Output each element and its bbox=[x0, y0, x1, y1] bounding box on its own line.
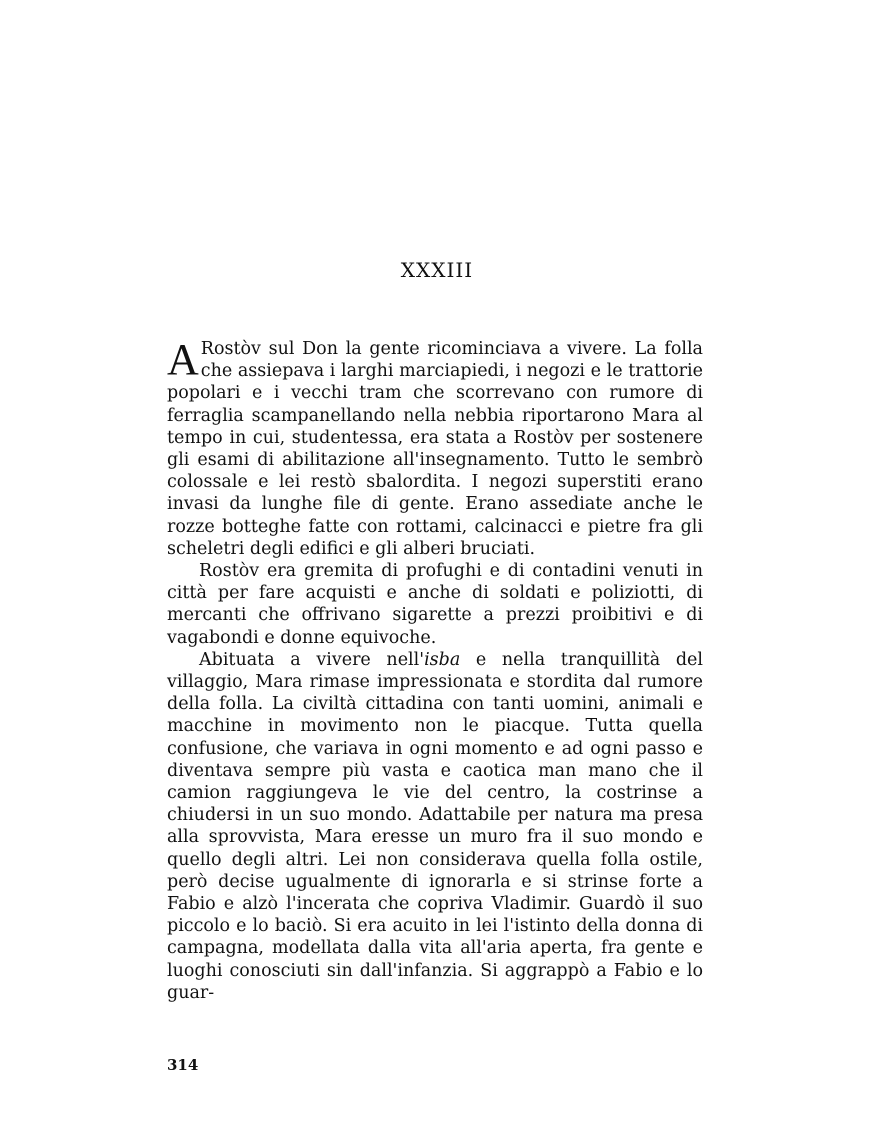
body-text bbox=[167, 335, 704, 1004]
paragraph-3-text-before: Abituata a vivere nell' bbox=[199, 649, 425, 670]
paragraph-2-text: Rostòv era gremita di profughi e di contadini venuti in città per fare acquisti e anche di soldati e poliziotti, di mercanti che offrivano sigarette a prezzi proibitivi e di vagabondi e donne equivoche. bbox=[167, 561, 703, 648]
paragraph-3-text-after: e nella tranquillità del villaggio, Mara rimase impressionata e stordita dal rumore della folla. La civiltà cittadina con tanti uomini, animali e macchine in movimento non le piacque. Tutta quella confusione, che variava in ogni momento e ad ogni passo e diventava sempre più vasta e caotica man mano che il camion raggiungeva le vie del centro, la costrinse a chiudersi in un suo mondo. Adattabile per natura ma presa alla sprovvista, Mara eresse un muro fra il suo mondo e quello degli altri. Lei non considerava quella folla ostile, però decise ugualmente di ignorarla e si strinse forte a Fabio e alzò l'incerata che copriva Vladimir. Guardò il suo piccolo e lo baciò. Si era acuito in lei l'istinto della donna di campagna, modellata dalla vita all'aria aperta, fra gente e luoghi conosciuti sin dall'infanzia. Si aggrappò a Fabio e lo guar- bbox=[167, 649, 704, 1003]
chapter-title: XXXIII bbox=[400, 258, 474, 282]
page-number: 314 bbox=[167, 1056, 199, 1074]
paragraph-2 bbox=[167, 560, 703, 649]
drop-cap: A bbox=[167, 335, 199, 384]
paragraph-1-text: Rostòv sul Don la gente ricominciava a vivere. La folla che assiepava i larghi marciapiedi, i negozi e le trattorie popolari e i vecchi tram che scorrevano con rumore di ferraglia scampanellando nella nebbia riportarono Mara al tempo in cui, studentessa, era stata a Rostòv per sostenere gli esami di abilitazione all'insegnamento. Tutto le sembrò colossale e lei restò sbalordita. I negozi superstiti erano invasi da lunghe file di gente. Erano assediate anche le rozze botteghe fatte con rottami, calcinacci e pietre fra gli scheletri degli edifici e gli alberi bruciati. bbox=[167, 339, 703, 559]
paragraph-1 bbox=[167, 335, 703, 560]
paragraph-3 bbox=[167, 649, 703, 1004]
italic-word-isba: isba bbox=[424, 649, 461, 670]
